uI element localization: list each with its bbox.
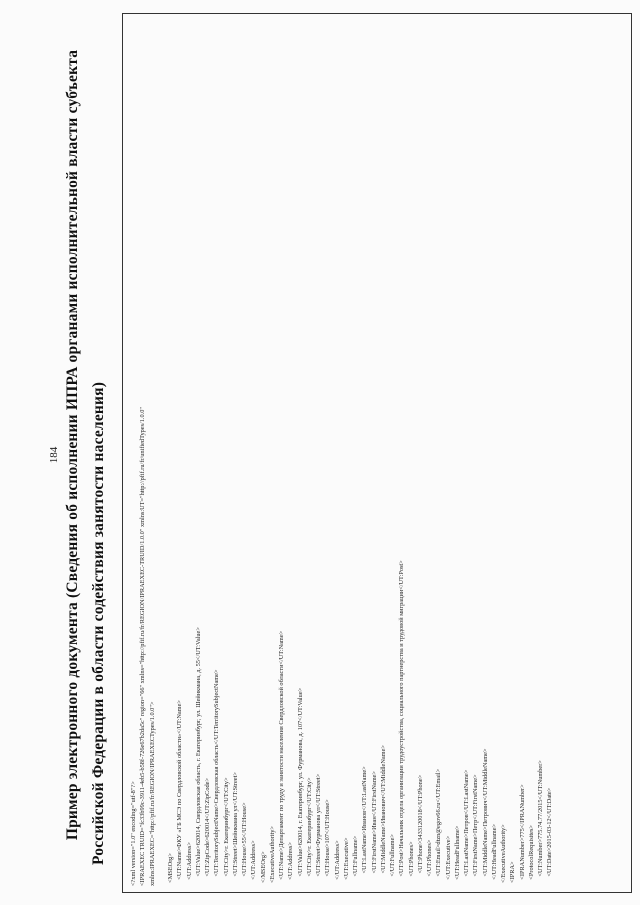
xml-line: <UT:LastName>Иванов</UT:LastName> bbox=[361, 766, 369, 886]
xml-line: <UT:Address> bbox=[185, 842, 193, 886]
xml-line: <UT:Phone>3433120018</UT:Phone> bbox=[416, 774, 424, 886]
xml-line: <UT:FirstName>Иван</UT:FirstName> bbox=[370, 771, 378, 886]
xml-line: </UT:HeadFullname> bbox=[490, 823, 498, 886]
xml-line: <UT:Street>Фурманова ул</UT:Street> bbox=[315, 773, 322, 886]
xml-line: <UT:Executive> bbox=[342, 837, 350, 886]
xml-line: <UT:House>55</UT:House> bbox=[241, 802, 248, 886]
xml-line: <UT:Fullname> bbox=[352, 835, 359, 886]
xml-line: <UT:Name>ФКУ «ГБ МСЭ по Свердловской области»</UT:Name> bbox=[176, 700, 184, 886]
xml-line: <UT:Value>620014, Свердловская область, г. Екатеринбург, ул. Шейнкмана, д. 55</UT:Value> bbox=[194, 627, 202, 886]
xml-line: <UT:MiddleName>Петрович</UT:MiddleName> bbox=[481, 748, 489, 886]
xml-line: <UT:LastName>Петров</UT:LastName> bbox=[463, 769, 470, 886]
xml-line: <IPRANumber>775</IPRANumber> bbox=[518, 784, 526, 886]
xml-line: <UT:ZipCode>620014</UT:ZipCode> bbox=[204, 777, 211, 886]
page-number: 184 bbox=[48, 446, 60, 464]
xml-line bbox=[157, 20, 166, 886]
xml-line: <UT:TerritorySubjectName>Свердловская область</UT:TerritorySubjectName> bbox=[213, 669, 221, 886]
xml-line: <ExecutiveAuthority> bbox=[268, 826, 276, 886]
xml-line: </UT:Fullname> bbox=[389, 834, 396, 886]
xml-line: <UT:MiddleName>Иванович</UT:MiddleName> bbox=[379, 745, 387, 886]
xml-line: <IPRAEXEC TRUID="fc33b99c-3911-4eb5-b58f-726e67b2da5c" region="66" xmlns="http://pfif.ru/fr/REGION/IPRAEXEC-TRUID/1.0.0" xmlns:UT="http://pfif.ru/fr/unifiedTypes/1.0.0" bbox=[139, 407, 147, 886]
xml-line: <UT:Value>620014, г. Екатеринбург, ул. Фурманова, д. 107</UT:Value> bbox=[296, 687, 304, 886]
xml-line: <UT:Date>2015-03-12</UT:Date> bbox=[546, 787, 554, 886]
xml-line: <UT:HeadFullname> bbox=[453, 825, 461, 886]
xml-line: <UT:Number>775.74.77/2015</UT:Number> bbox=[537, 760, 544, 886]
xml-line: <UT:City>г. Екатеринбург</UT:City> bbox=[305, 777, 313, 886]
xml-line: <UT:Address> bbox=[287, 842, 295, 886]
xml-example-frame bbox=[122, 13, 632, 893]
xml-line: </UT:Phones> bbox=[426, 839, 433, 886]
xml-line: </UT:Executive> bbox=[444, 835, 452, 886]
xml-line: xmlns:IPRAEXEC="http://pfif.ru/fr/REGION/IPRAEXECTypes/1.0.0"> bbox=[148, 701, 156, 886]
xml-listing bbox=[129, 20, 555, 886]
xml-line: <UT:FirstName>Петр</UT:FirstName> bbox=[472, 774, 480, 886]
xml-line: <UT:House>107</UT:House> bbox=[324, 799, 332, 886]
xml-line: <UT:Phones> bbox=[407, 841, 415, 886]
xml-line: </MSEOrg> bbox=[259, 851, 267, 886]
document-title-line-1: Пример электронного документа (Сведения об исполнении ИПРА органами исполнительной власти субъекта bbox=[64, 49, 81, 841]
xml-line: <UT:Email>dtzn@egov66.ru</UT:Email> bbox=[435, 768, 443, 886]
xml-line: <?xml version="1.0" encoding="utf-8"?> bbox=[130, 781, 137, 886]
xml-line: <UT:Street>Шейнкмана ул</UT:Street> bbox=[231, 772, 239, 886]
xml-line: <UT:Name>Департамент по труду и занятости населения Свердловской области</UT:Name> bbox=[278, 630, 285, 886]
xml-line: <ProtocolRequisites> bbox=[527, 825, 535, 886]
xml-line: <UT:City>г. Екатеринбург</UT:City> bbox=[222, 777, 230, 886]
document-title-line-2: Российской Федерации в области содействия занятости населения) bbox=[90, 381, 107, 865]
xml-line: </ExecutiveAuthority> bbox=[500, 824, 507, 886]
xml-line: <UT:Post>Начальник отдела организации трудоустройства, социального партнерства и трудовой миграции</UT:Post> bbox=[398, 560, 406, 886]
xml-line: <MSEOrg> bbox=[167, 853, 174, 886]
xml-line: </UT:Address> bbox=[250, 840, 258, 886]
xml-line: <IPRA> bbox=[509, 861, 517, 886]
xml-line: </UT:Address> bbox=[333, 840, 341, 886]
